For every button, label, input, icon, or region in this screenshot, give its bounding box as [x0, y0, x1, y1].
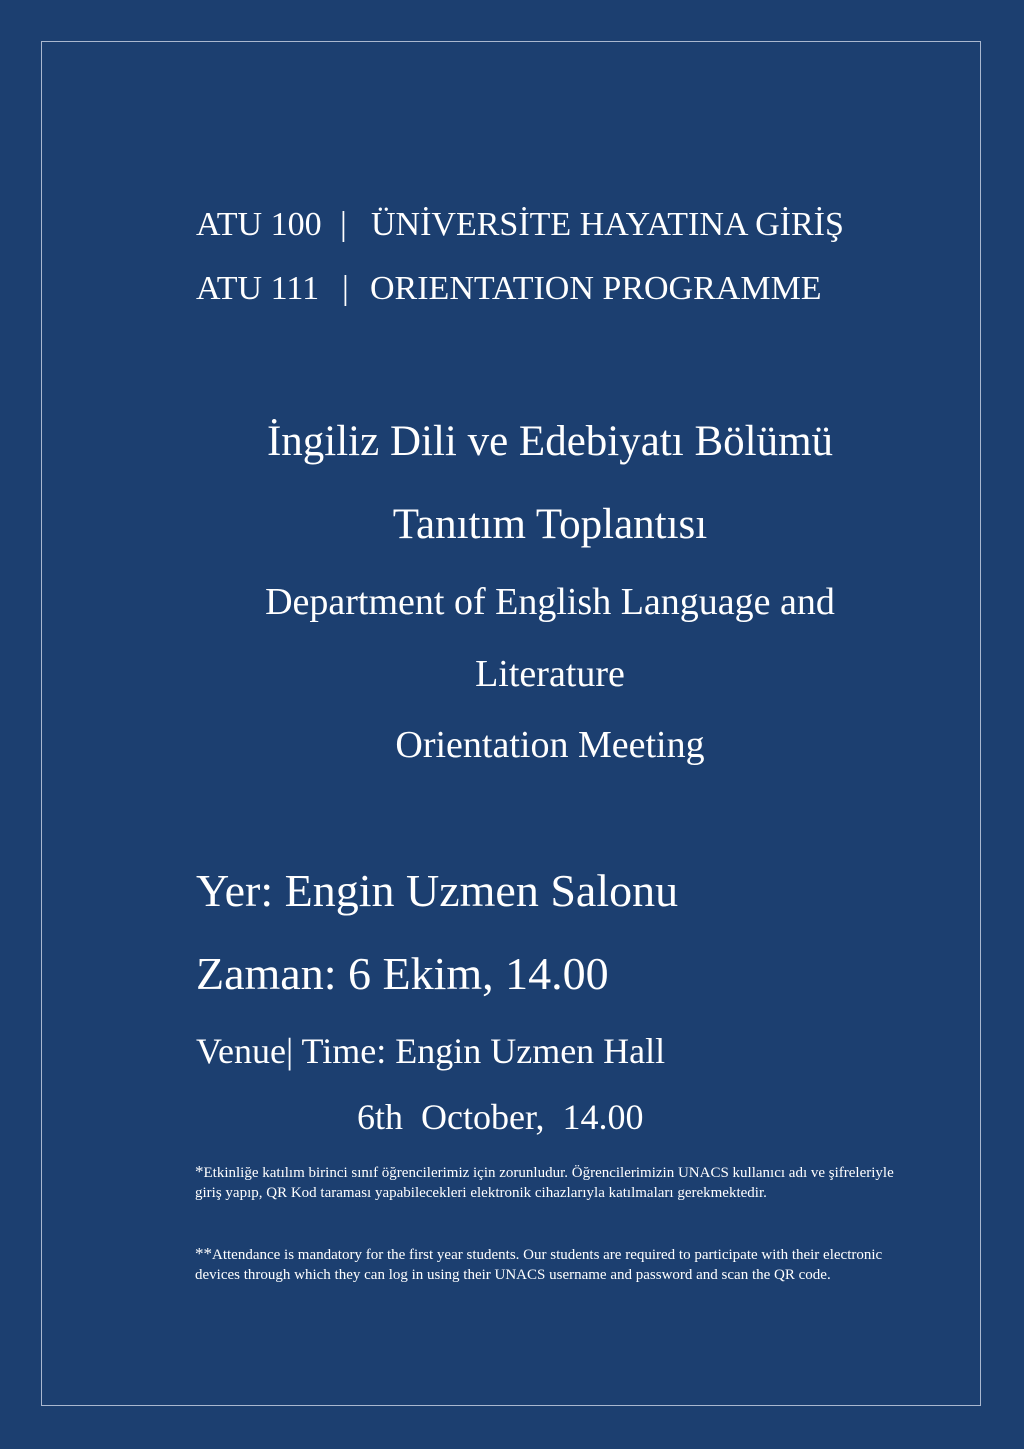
- title-en-line3: Orientation Meeting: [395, 724, 705, 766]
- course-code: ATU 111: [196, 270, 320, 307]
- note-mark: *: [195, 1162, 204, 1181]
- title-tr-line1: İngiliz Dili ve Edebiyatı Bölümü: [266, 418, 834, 465]
- venue-tr: Yer: Engin Uzmen Salonu: [196, 865, 679, 916]
- note-text: Attendance is mandatory for the first year students. Our students are required to participate with their electronic devices through which they can log in using their UNACS username and password and scan the QR code.: [195, 1247, 883, 1283]
- course-name: ORIENTATION PROGRAMME: [370, 270, 822, 307]
- date-en: 6th October, 14.00: [357, 1097, 644, 1137]
- title-en-line2: Literature: [475, 653, 625, 695]
- note-text: Etkinliğe katılım birinci sınıf öğrencilerimiz için zorunludur. Öğrencilerimizin UNACS kullanıcı adı ve şifreleriyle giriş yapıp, QR Kod taraması yapabilecekleri elektronik cihazlarıyla katılmaları gerekmektedir.: [195, 1165, 894, 1201]
- venue-time-en: Venue| Time: Engin Uzmen Hall: [196, 1031, 666, 1071]
- title-tr-line2: Tanıtım Toplantısı: [392, 501, 708, 548]
- course-code: ATU 100: [196, 206, 322, 243]
- course-separator: |: [342, 270, 349, 307]
- title-en-line1: Department of English Language and: [265, 581, 835, 623]
- attendance-note-en: [195, 1244, 905, 1285]
- course-separator: |: [340, 206, 347, 243]
- course-name: ÜNİVERSİTE HAYATINA GİRİŞ: [371, 206, 844, 243]
- note-mark: **: [195, 1244, 212, 1263]
- time-tr: Zaman: 6 Ekim, 14.00: [196, 948, 609, 999]
- attendance-note-tr: [195, 1162, 905, 1203]
